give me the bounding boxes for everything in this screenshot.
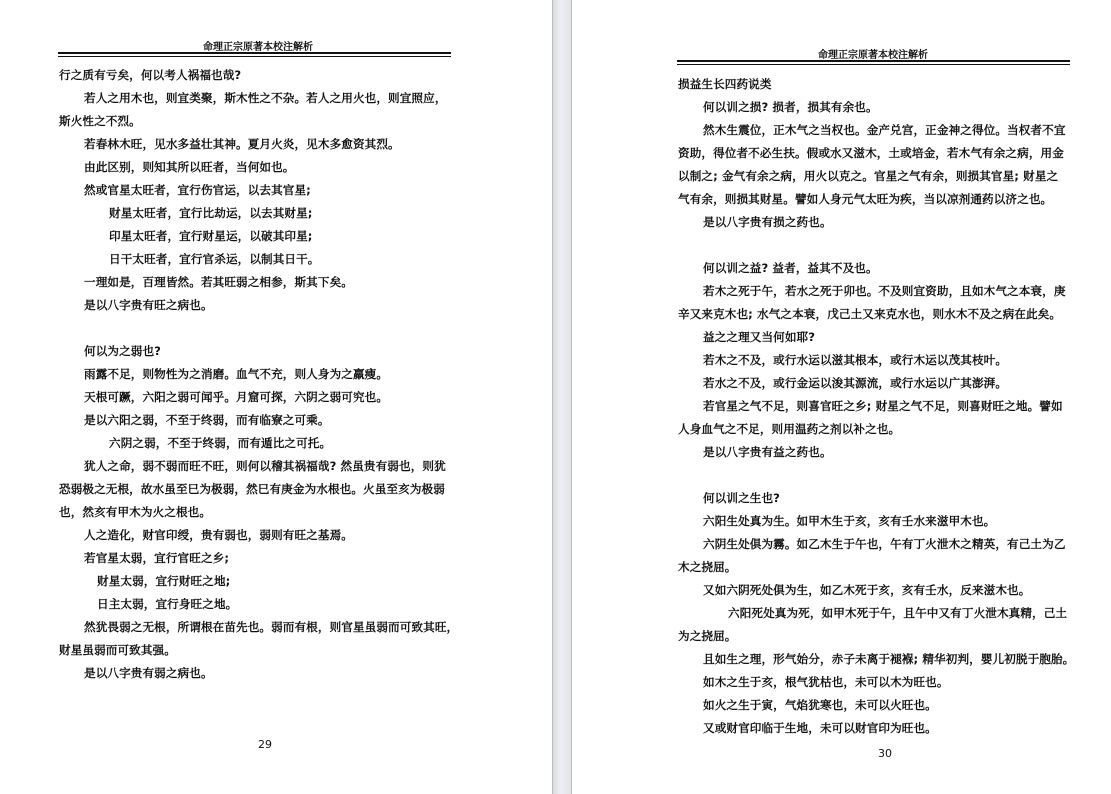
running-head: 命理正宗原著本校注解析 [818,50,928,61]
page-number: 29 [258,738,272,751]
text-line: 益之之理又当何如耶? [703,330,816,344]
text-line: 也，然亥有甲木为火之根也。 [59,505,212,519]
text-line: 如木之生于亥，根气犹枯也，未可以木为旺也。 [703,675,949,689]
page-number: 30 [878,747,892,760]
text-line: 六阳死处真为死，如甲木死于午，且午中又有丁火泄木真精，己土 [728,606,1068,620]
text-line: 日干太旺者，宜行官杀运，以制其日干。 [109,252,320,266]
text-line: 人之造化，财官印绶，贵有弱也，弱则有旺之基焉。 [84,528,353,542]
text-line: 又如六阴死处俱为生，如乙木死于亥，亥有壬水，反来滋木也。 [703,583,1031,597]
text-line: 资助，得位者不必生扶。假或水又滋木，土或培金，若木气有余之病，用金 [678,146,1064,160]
running-head: 命理正宗原著本校注解析 [203,42,313,53]
text-line: 由此区别，则知其所以旺者，当何如也。 [84,160,295,174]
text-line: 行之质有亏矣，何以考人祸福也哉? [59,68,242,82]
text-line: 恐弱极之无根，故水虽至巳为极弱，然巳有庚金为水根也。火虽至亥为极弱 [59,482,445,496]
header-rule-thin [58,56,451,57]
text-line: 六阴之弱，不至于终弱，而有遁比之可托。 [109,436,332,450]
text-line: 人身血气之不足，则用温药之剂以补之也。 [678,422,901,436]
header-rule-thin [677,64,1070,65]
text-line: 印星太旺者，宜行财星运，以破其印星; [109,229,313,243]
right-page [572,0,1111,794]
text-line: 损益生长四药说类 [678,77,772,91]
text-line: 木之挠屈。 [678,560,737,574]
blank-line [59,317,529,340]
header-rule [58,52,451,54]
text-line: 若春林木旺，见水多益壮其神。夏月火炎，见木多愈资其烈。 [84,137,400,151]
text-line: 何以训之益? 益者，益其不及也。 [703,261,878,275]
text-line: 是以八字贵有旺之病也。 [84,298,213,312]
page-gutter [552,0,572,794]
text-line: 财星太旺者，宜行比劫运，以去其财星; [109,206,313,220]
text-line: 是以八字贵有损之药也。 [703,215,832,229]
text-line: 日主太弱，宜行身旺之地。 [97,597,238,611]
text-line: 然犹畏弱之无根，所谓根在苗先也。弱而有根，则官星虽弱而可致其旺， [84,620,459,634]
text-line: 若木之死于午，若水之死于卯也。不及则宜资助，且如木气之本衰，庚 [703,284,1066,298]
text-line: 何以训之损? 损者，损其有余也。 [703,100,878,114]
text-line: 是以八字贵有弱之病也。 [84,666,213,680]
text-line: 然木生震位，正木气之当权也。金产兑宫，正金神之得位。当权者不宜 [703,123,1066,137]
text-line: 若官星太弱，宜行官旺之乡; [84,551,230,565]
text-line: 犹人之命，弱不弱而旺不旺，则何以稽其祸福哉? 然虽贵有弱也，则犹 [84,459,446,473]
text-line: 若水之不及，或行金运以浚其源流，或行水运以广其澎湃。 [703,376,1008,390]
text-line: 天根可蹶，六阳之弱可闻乎。月窟可探，六阴之弱可究也。 [84,390,389,404]
text-line: 斯火性之不烈。 [59,114,141,128]
text-line: 如火之生于寅，气焰犹寒也，未可以火旺也。 [703,698,937,712]
text-line: 财星虽弱而可致其强。 [59,643,176,657]
page-body [678,73,1108,740]
text-line: 又或财官印临于生地，未可以财官印为旺也。 [703,721,937,735]
page-body [59,64,529,685]
left-page [0,0,552,794]
text-line: 是以六阳之弱，不至于终弱，而有临寮之可乘。 [84,413,330,427]
blank-line [678,234,1108,257]
text-line: 是以八字贵有益之药也。 [703,445,832,459]
text-line: 若官星之气不足，则喜官旺之乡; 财星之气不足，则喜财旺之地。譬如 [703,399,1063,413]
text-line: 以制之; 金气有余之病，用火以克之。官星之气有余，则损其官星; 财星之 [678,169,1059,183]
text-line: 何以训之生也? [703,491,780,505]
text-line: 辛又来克木也; 水气之本衰，戊己土又来克水也，则水木不及之病在此矣。 [678,307,1062,321]
text-line: 雨露不足，则物性为之消磨。血气不充，则人身为之羸瘦。 [84,367,389,381]
text-line: 然或官星太旺者，宜行伤官运，以去其官星; [84,183,311,197]
text-line: 若人之用木也，则宜类聚，斯木性之不杂。若人之用火也，则宜照应， [84,91,447,105]
text-line: 气有余，则损其财星。譬如人身元气太旺为疾，当以凉剂通药以济之也。 [678,192,1053,206]
text-line: 何以为之弱也? [84,344,161,358]
header-rule [677,60,1070,62]
text-line: 财星太弱，宜行财旺之地; [97,574,231,588]
blank-line [678,464,1108,487]
text-line: 一理如是，百理皆然。若其旺弱之相参，斯其下矣。 [84,275,353,289]
text-line: 六阳生处真为生。如甲木生于亥，亥有壬水来滋甲木也。 [703,514,996,528]
text-line: 六阴生处俱为霧。如乙木生于午也，午有丁火泄木之精英，有己土为乙 [703,537,1066,551]
text-line: 若木之不及，或行水运以滋其根本，或行木运以茂其枝叶。 [703,353,1008,367]
text-line: 为之挠屈。 [678,629,737,643]
text-line: 且如生之理，形气始分，赤子未离于褪褓; 精华初判，婴儿初脱于胞胎。 [703,652,1075,666]
